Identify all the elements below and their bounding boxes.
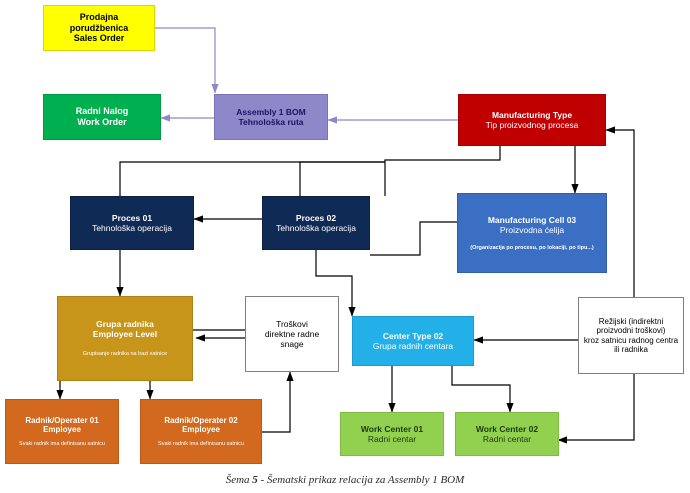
node-work-order[interactable] [43,94,161,140]
node-direct-labor-cost[interactable] [245,296,339,372]
node-line2: porudžbenica [69,22,129,33]
node-line1: Prodajna [79,12,119,23]
node-line1: Režijski (indirektni [598,316,664,326]
node-manufacturing-type[interactable] [458,94,606,146]
node-line1: Troškovi [276,318,308,329]
node-line2: Radni centar [367,434,417,444]
node-line2: Proizvodna ćelija [499,224,565,235]
node-line3: kroz satnicu radnog centra ili radnika [583,335,679,354]
node-line1: Proces 02 [295,212,337,223]
caption-prefix: Šema [225,474,253,486]
figure-caption [0,474,690,486]
caption-suffix: - Šematski prikaz relacija za Assembly 1 BOM [257,474,465,486]
node-line2: Tehnološka operacija [92,223,172,233]
node-line1: Manufacturing Cell 03 [487,214,577,225]
node-line2: Employee Level [92,329,158,340]
node-employee-level[interactable] [57,296,193,381]
node-sub: (Organizacija po procesu, po lokaciji, po tipu...) [470,244,594,251]
node-sub: Svaki radnik ima definisanu satnicu [158,440,244,447]
node-sub: Grupisanje radnika na bazi satnice [82,351,168,358]
node-work-center-02[interactable] [455,412,559,456]
node-line2: Grupa radnih centara [372,341,454,351]
node-line2: Tehnološka operacija [276,223,356,233]
node-assembly-bom[interactable] [214,94,328,140]
node-line1: Assembly 1 BOM [236,106,306,117]
node-employee-02[interactable] [140,399,262,464]
node-line1: Radni Nalog [75,106,129,117]
node-line2: Tip proizvodnog procesa [485,120,579,130]
node-line2: Employee [43,425,81,435]
node-manufacturing-cell-03[interactable] [457,193,607,273]
node-line2: proizvodni troškovi) [596,326,666,336]
node-line2: Tehnološka ruta [238,117,304,127]
node-line1: Radnik/Operater 01 [25,415,99,425]
node-line1: Proces 01 [111,212,153,223]
node-process-01[interactable] [70,196,194,250]
node-work-center-01[interactable] [340,412,444,456]
caption-number: 5 [252,474,258,486]
node-line1: Radnik/Operater 02 [164,415,238,425]
node-line1: Center Type 02 [382,330,444,341]
node-employee-01[interactable] [5,399,119,464]
node-line2: direktne radne [264,328,320,339]
node-line1: Grupa radnika [96,319,154,330]
node-line3: Sales Order [73,33,125,44]
node-sales-order[interactable] [43,5,155,51]
node-center-type-02[interactable] [352,316,474,366]
node-line2: Radni centar [482,434,532,444]
node-line3: snage [280,339,304,349]
node-sub: Svaki radnik ima definisanu satnicu [19,440,105,447]
node-line2: Work Order [77,117,127,127]
node-line1: Work Center 01 [360,423,424,434]
node-overhead-cost[interactable] [578,297,684,374]
node-process-02[interactable] [262,196,370,250]
node-line2: Employee [182,425,220,435]
node-line1: Manufacturing Type [491,109,573,120]
node-line1: Work Center 02 [475,423,539,434]
